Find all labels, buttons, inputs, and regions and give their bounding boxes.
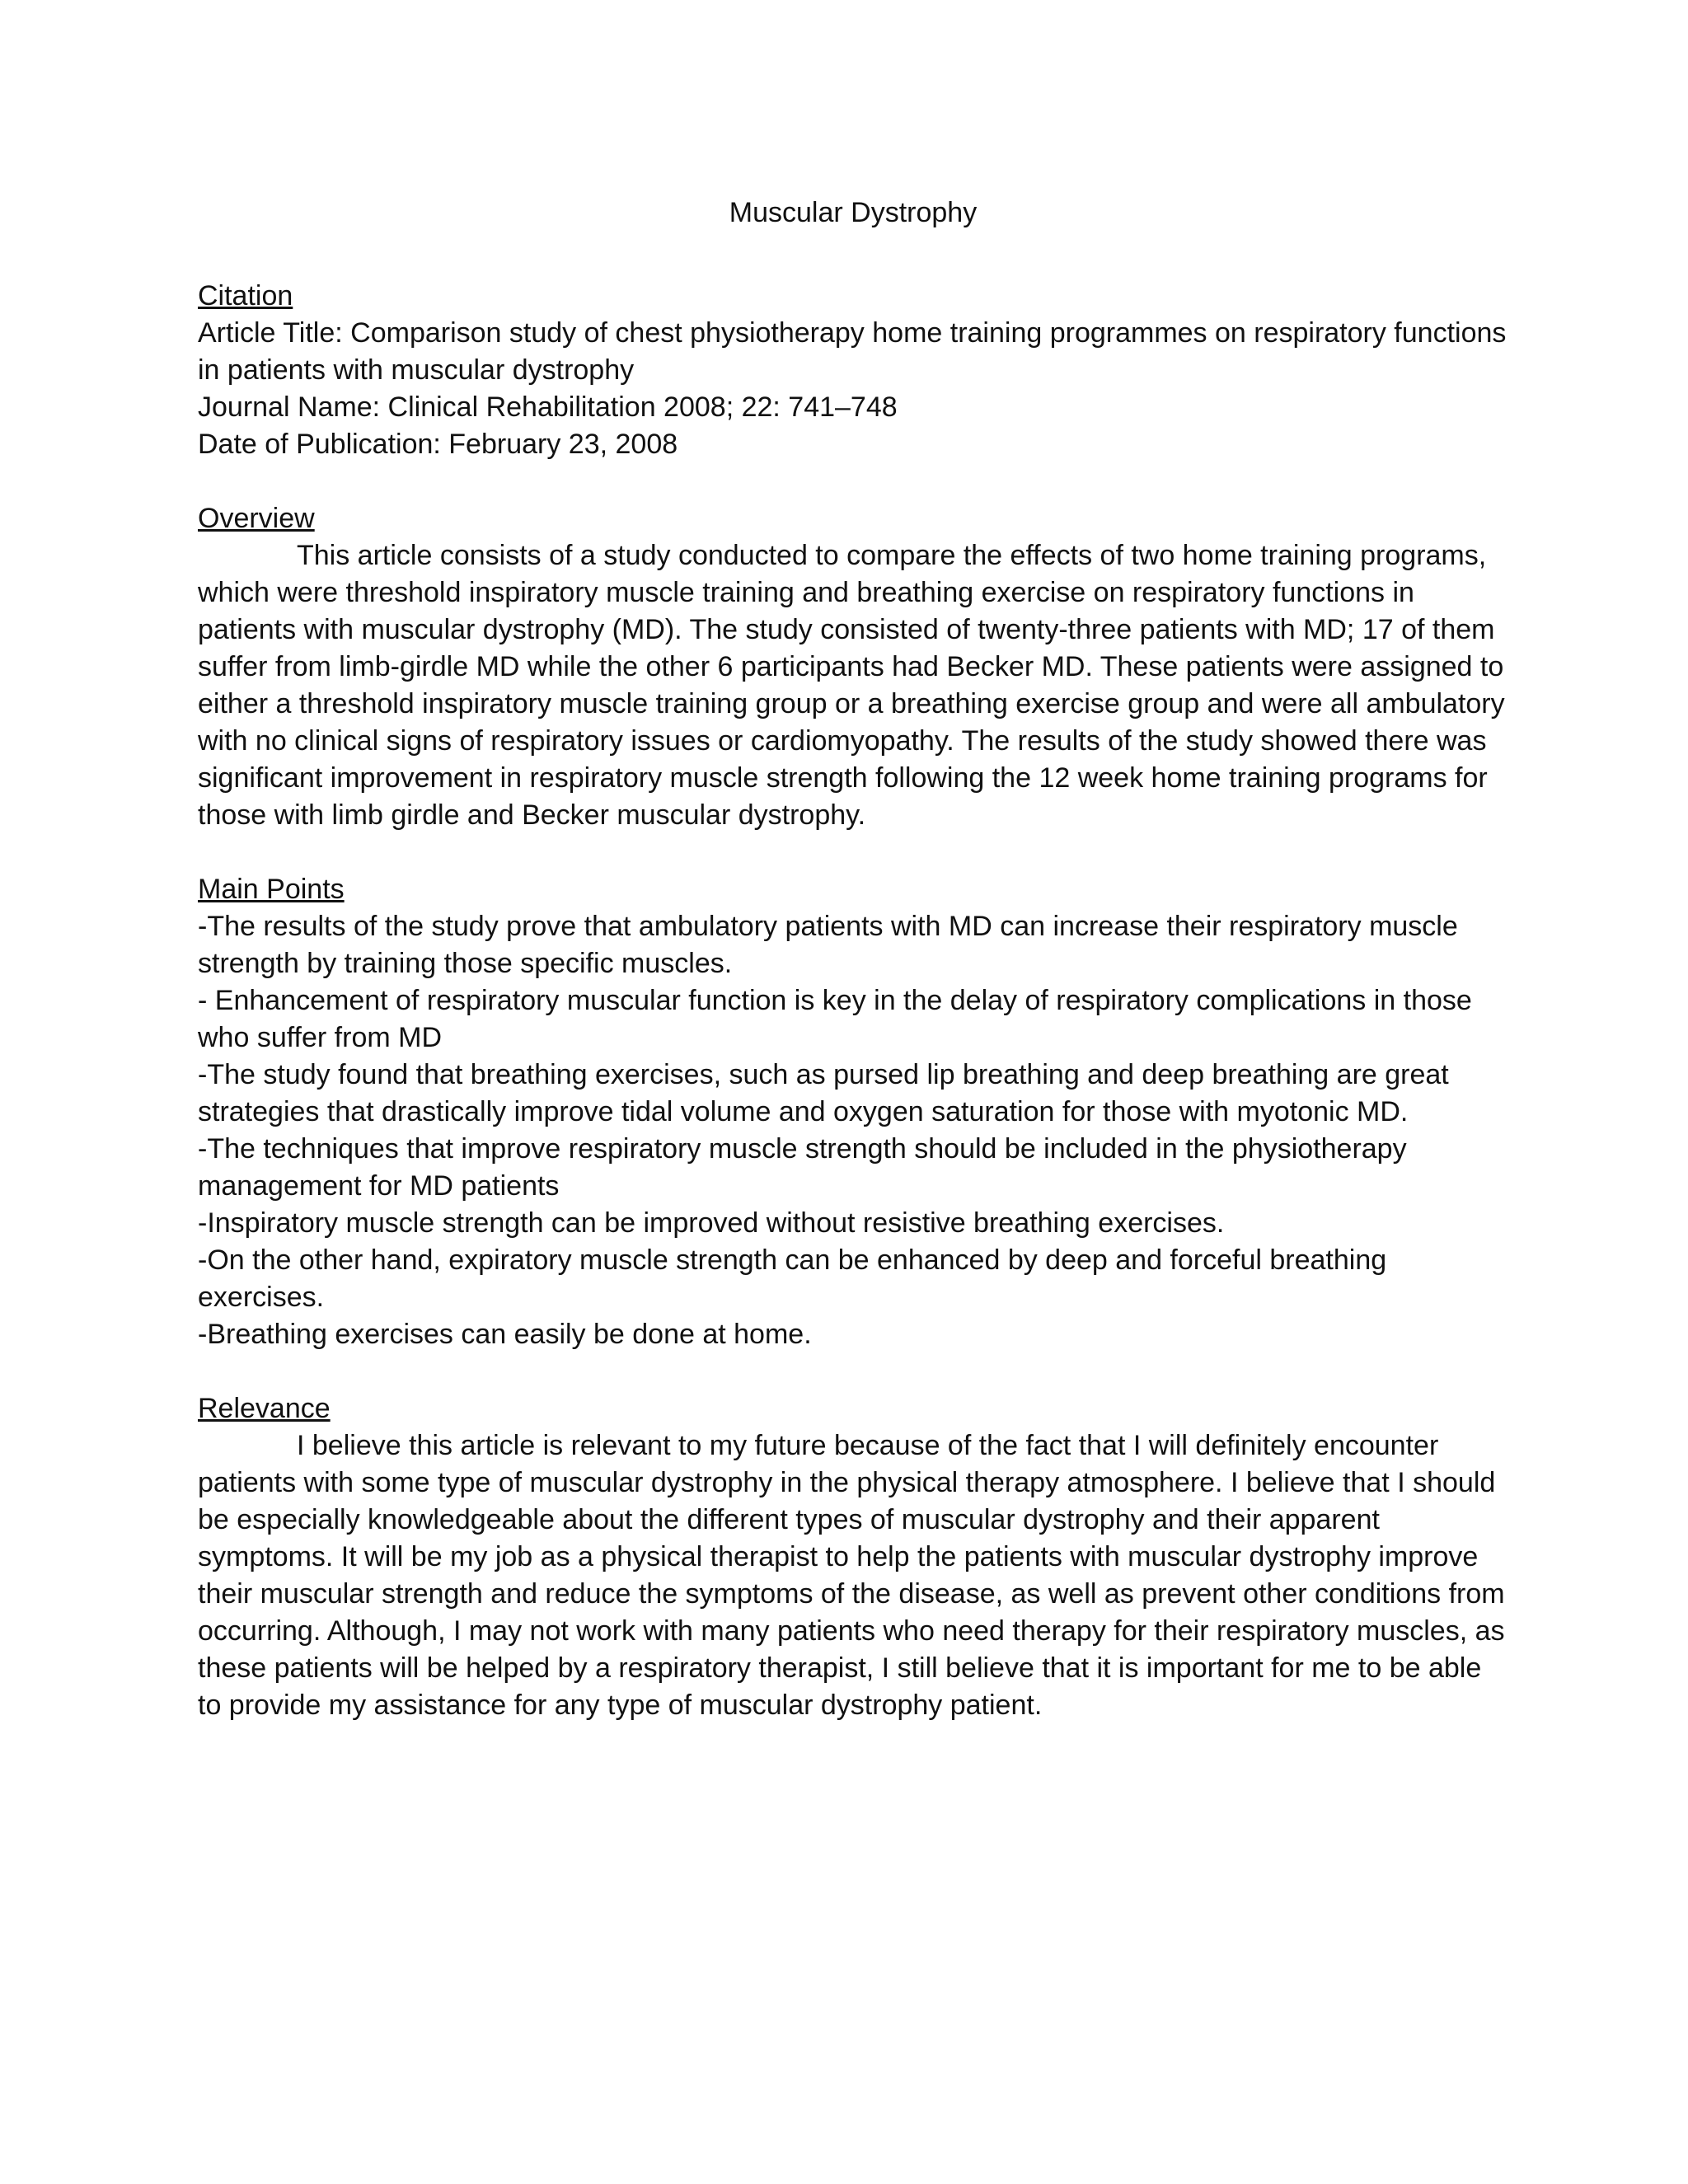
citation-section bbox=[198, 278, 1508, 463]
main-point-item: -The results of the study prove that ambulatory patients with MD can increase their respiratory muscle strength by training those specific muscles. bbox=[198, 911, 1458, 979]
publication-date-line: Date of Publication: February 23, 2008 bbox=[198, 429, 678, 460]
main-points-list bbox=[198, 908, 1508, 1353]
journal-name-line: Journal Name: Clinical Rehabilitation 2008; 22: 741–748 bbox=[198, 391, 898, 423]
main-point-item: -On the other hand, expiratory muscle strength can be enhanced by deep and forceful breathing exercises. bbox=[198, 1244, 1387, 1313]
document-body bbox=[198, 194, 1508, 1761]
main-point-item: -Breathing exercises can easily be done at home. bbox=[198, 1319, 812, 1350]
overview-heading: Overview bbox=[198, 503, 315, 534]
relevance-heading: Relevance bbox=[198, 1393, 331, 1424]
overview-section bbox=[198, 500, 1508, 834]
main-point-item: - Enhancement of respiratory muscular function is key in the delay of respiratory complications in those who suffer from MD bbox=[198, 985, 1472, 1053]
main-point-item: -The study found that breathing exercises, such as pursed lip breathing and deep breathing are great strategies that drastically improve tidal volume and oxygen saturation for those with myotonic MD. bbox=[198, 1059, 1449, 1127]
relevance-section bbox=[198, 1390, 1508, 1724]
main-point-item: -The techniques that improve respiratory muscle strength should be included in the physiotherapy management for MD patients bbox=[198, 1133, 1407, 1202]
relevance-paragraph: I believe this article is relevant to my future because of the fact that I will definitely encounter patients with some type of muscular dystrophy in the physical therapy atmosphere. I believe that I should be especially knowledgeable about the different types of muscular dystrophy and their apparent symptoms. It will be my job as a physical therapist to help the patients with muscular dystrophy improve their muscular strength and reduce the symptoms of the disease, as well as prevent other conditions from occurring. Although, I may not work with many patients who need therapy for their respiratory muscles, as these patients will be helped by a respiratory therapist, I still believe that it is important for me to be able to provide my assistance for any type of muscular dystrophy patient. bbox=[198, 1430, 1505, 1721]
citation-heading: Citation bbox=[198, 280, 293, 312]
article-title-line: Article Title: Comparison study of chest physiotherapy home training programmes on respiratory functions in patients with muscular dystrophy bbox=[198, 317, 1507, 386]
main-point-item: -Inspiratory muscle strength can be improved without resistive breathing exercises. bbox=[198, 1207, 1225, 1239]
main-points-heading: Main Points bbox=[198, 874, 345, 905]
overview-paragraph: This article consists of a study conducted to compare the effects of two home training programs, which were threshold inspiratory muscle training and breathing exercise on respiratory functions in patients with muscular dystrophy (MD). The study consisted of twenty-three patients with MD; 17 of them suffer from limb-girdle MD while the other 6 participants had Becker MD. These patients were assigned to either a threshold inspiratory muscle training group or a breathing exercise group and were all ambulatory with no clinical signs of respiratory issues or cardiomyopathy. The results of the study showed there was significant improvement in respiratory muscle strength following the 12 week home training programs for those with limb girdle and Becker muscular dystrophy. bbox=[198, 540, 1505, 831]
main-points-section bbox=[198, 871, 1508, 1353]
document-title: Muscular Dystrophy bbox=[729, 197, 978, 228]
